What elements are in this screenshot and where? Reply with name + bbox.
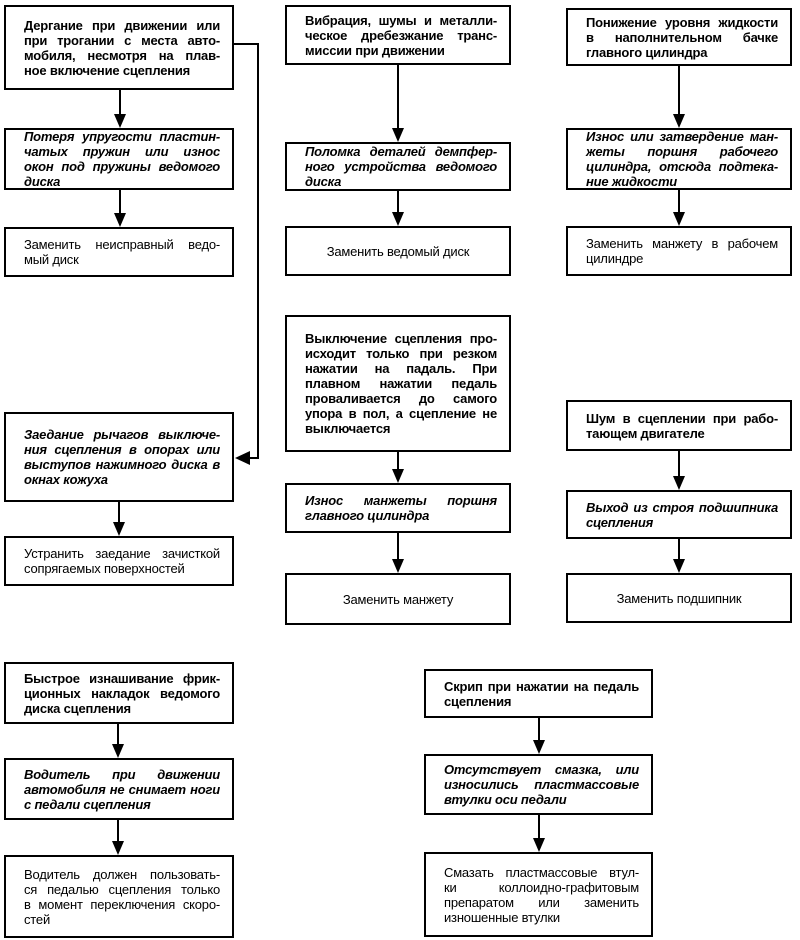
text-line: окнах кожуха [24,472,108,487]
text-line: при трогании с места авто- [24,32,220,48]
cause-worn-master-cuff-box [285,483,511,533]
text-line: Отсутствует смазка, или [444,762,639,777]
symptom-fluid-level-drop-box [566,8,792,66]
arrow-cause-seizure-to-remedy [113,502,125,536]
text-line: выключается [305,421,391,436]
text-line: Водитель должен пользовать- [24,866,220,882]
arrow-jerking-to-cause [114,90,126,128]
arrow-cause-springs-to-remedy [114,190,126,227]
arrow-bearing-to-remedy [673,539,685,573]
arrow-damper-to-remedy [392,191,404,226]
text-line: Понижение уровня жидкости [586,14,778,30]
text-line: плавном нажатии педаль [305,376,497,391]
text-line: изношенные втулки [444,909,560,925]
text-line: тающем двигателе [586,425,705,441]
cause-worn-slave-cuff-box [566,128,792,190]
text-line: главного цилиндра [586,44,708,60]
text-line: препаратом или заменить [444,894,639,910]
text-line: с педали сцепления [24,796,151,812]
arrow-fluid-drop-to-cause [673,66,685,128]
remedy-pedal-habit-box [4,855,234,938]
text-line: сцепления [586,514,654,530]
text-line: износились пластмассовые [444,777,639,792]
text-line: Заменить неисправный ведо- [24,237,220,252]
symptom-fast-lining-wear-box [4,662,234,724]
remedy-grease-bushings-box [424,852,653,937]
arrow-hard-release-to-cause [392,452,404,483]
arrow-vibration-to-cause [392,65,404,142]
text-line: Водитель при движении [24,766,220,782]
symptom-pedal-squeak-box [424,669,653,718]
text-line: ния сцепления в опорах или [24,442,220,457]
text-line: Заменить манжету в рабочем [586,236,778,251]
text-line: Поломка деталей демпфер- [305,144,497,159]
remedy-replace-cuff-box [285,573,511,625]
text-line: Выключение сцепления про- [305,331,497,346]
text-line: Устранить заедание зачисткой [24,546,220,561]
text-line: ного устройства ведомого [305,159,497,174]
text-line: Потеря упругости пластин- [24,129,220,144]
text-line: упора в пол, а сцепление не [305,406,497,421]
text-line: ся педалью сцепления только [24,881,220,897]
remedy-replace-faulty-disc-box [4,227,234,277]
text-line: сцепления [444,693,512,709]
remedy-replace-bearing-box [566,573,792,623]
arrow-slave-cuff-to-remedy [673,190,685,226]
text-line: диска сцепления [24,700,131,716]
symptom-jerking-box [4,5,234,90]
text-line: Заменить ведомый диск [326,243,470,259]
text-line: ное включение сцепления [24,62,191,78]
text-line: Смазать пластмассовые втул- [444,864,639,880]
cause-damper-breakage-box [285,142,511,191]
text-line: диска [24,174,61,189]
text-line: втулки оси педали [444,792,567,807]
text-line: в момент переключения скоро- [24,896,220,912]
text-line: мобиля, несмотря на плав- [24,47,220,63]
text-line: Шум в сцеплении при рабо- [586,410,778,426]
remedy-clean-surfaces-box [4,536,234,586]
text-line: Вибрация, шумы и металли- [305,12,497,28]
connector-jerking-to-seizure [234,44,258,465]
text-line: миссии при движении [305,42,445,58]
text-line: Заедание рычагов выключе- [24,427,220,442]
text-line: Заменить манжету [342,591,454,607]
text-line: стей [24,911,50,927]
text-line: ционных накладок ведомого [24,685,220,701]
arrow-fast-wear-to-cause [112,724,124,758]
symptom-clutch-noise-box [566,400,792,451]
text-line: автомобиля не снимает ноги [24,781,220,797]
arrow-noise-to-cause [673,451,685,490]
cause-bearing-failure-box [566,490,792,539]
text-line: исходит только при резком [305,346,497,361]
arrow-foot-on-pedal-to-remedy [112,820,124,855]
text-line: главного цилиндра [305,508,430,523]
text-line: Износ манжеты поршня [305,493,497,508]
text-line: цилиндра, отсюда подтека- [586,159,778,174]
text-line: в наполнительном бачке [586,29,778,45]
text-line: диска [305,174,342,189]
text-line: выступов нажимного диска в [24,457,220,472]
text-line: проваливается до самого [305,391,497,406]
text-line: Выход из строя подшипника [586,499,778,515]
text-line: ческое дребезжание транс- [305,27,497,43]
cause-weak-springs-box [4,128,234,190]
text-line: Скрип при нажатии на педаль [444,678,639,694]
text-line: ние жидкости [586,174,678,189]
text-line: Заменить подшипник [616,590,742,606]
symptom-hard-release-box [285,315,511,452]
text-line: цилиндре [586,251,644,266]
text-line: ки коллоидно-графитовым [444,879,639,895]
symptom-vibration-box [285,5,511,65]
remedy-replace-slave-cuff-box [566,226,792,276]
remedy-replace-driven-disc-box [285,226,511,276]
text-line: сопрягаемых поверхностей [24,561,185,576]
text-line: нажатии на падаль. При [305,361,497,376]
text-line: Износ или затвердение ман- [586,129,778,144]
arrow-squeak-to-cause [533,718,545,754]
text-line: Быстрое изнашивание фрик- [24,670,220,686]
cause-lever-seizure-box [4,412,234,502]
text-line: чатых пружин или износ [24,144,220,159]
text-line: мый диск [24,252,79,267]
cause-foot-on-pedal-box [4,758,234,820]
cause-no-grease-box [424,754,653,815]
text-line: жеты поршня рабочего [586,144,778,159]
text-line: Дергание при движении или [24,17,220,33]
arrow-no-grease-to-remedy [533,815,545,852]
arrow-master-cuff-to-remedy [392,533,404,573]
text-line: окон под пружины ведомого [24,159,220,174]
